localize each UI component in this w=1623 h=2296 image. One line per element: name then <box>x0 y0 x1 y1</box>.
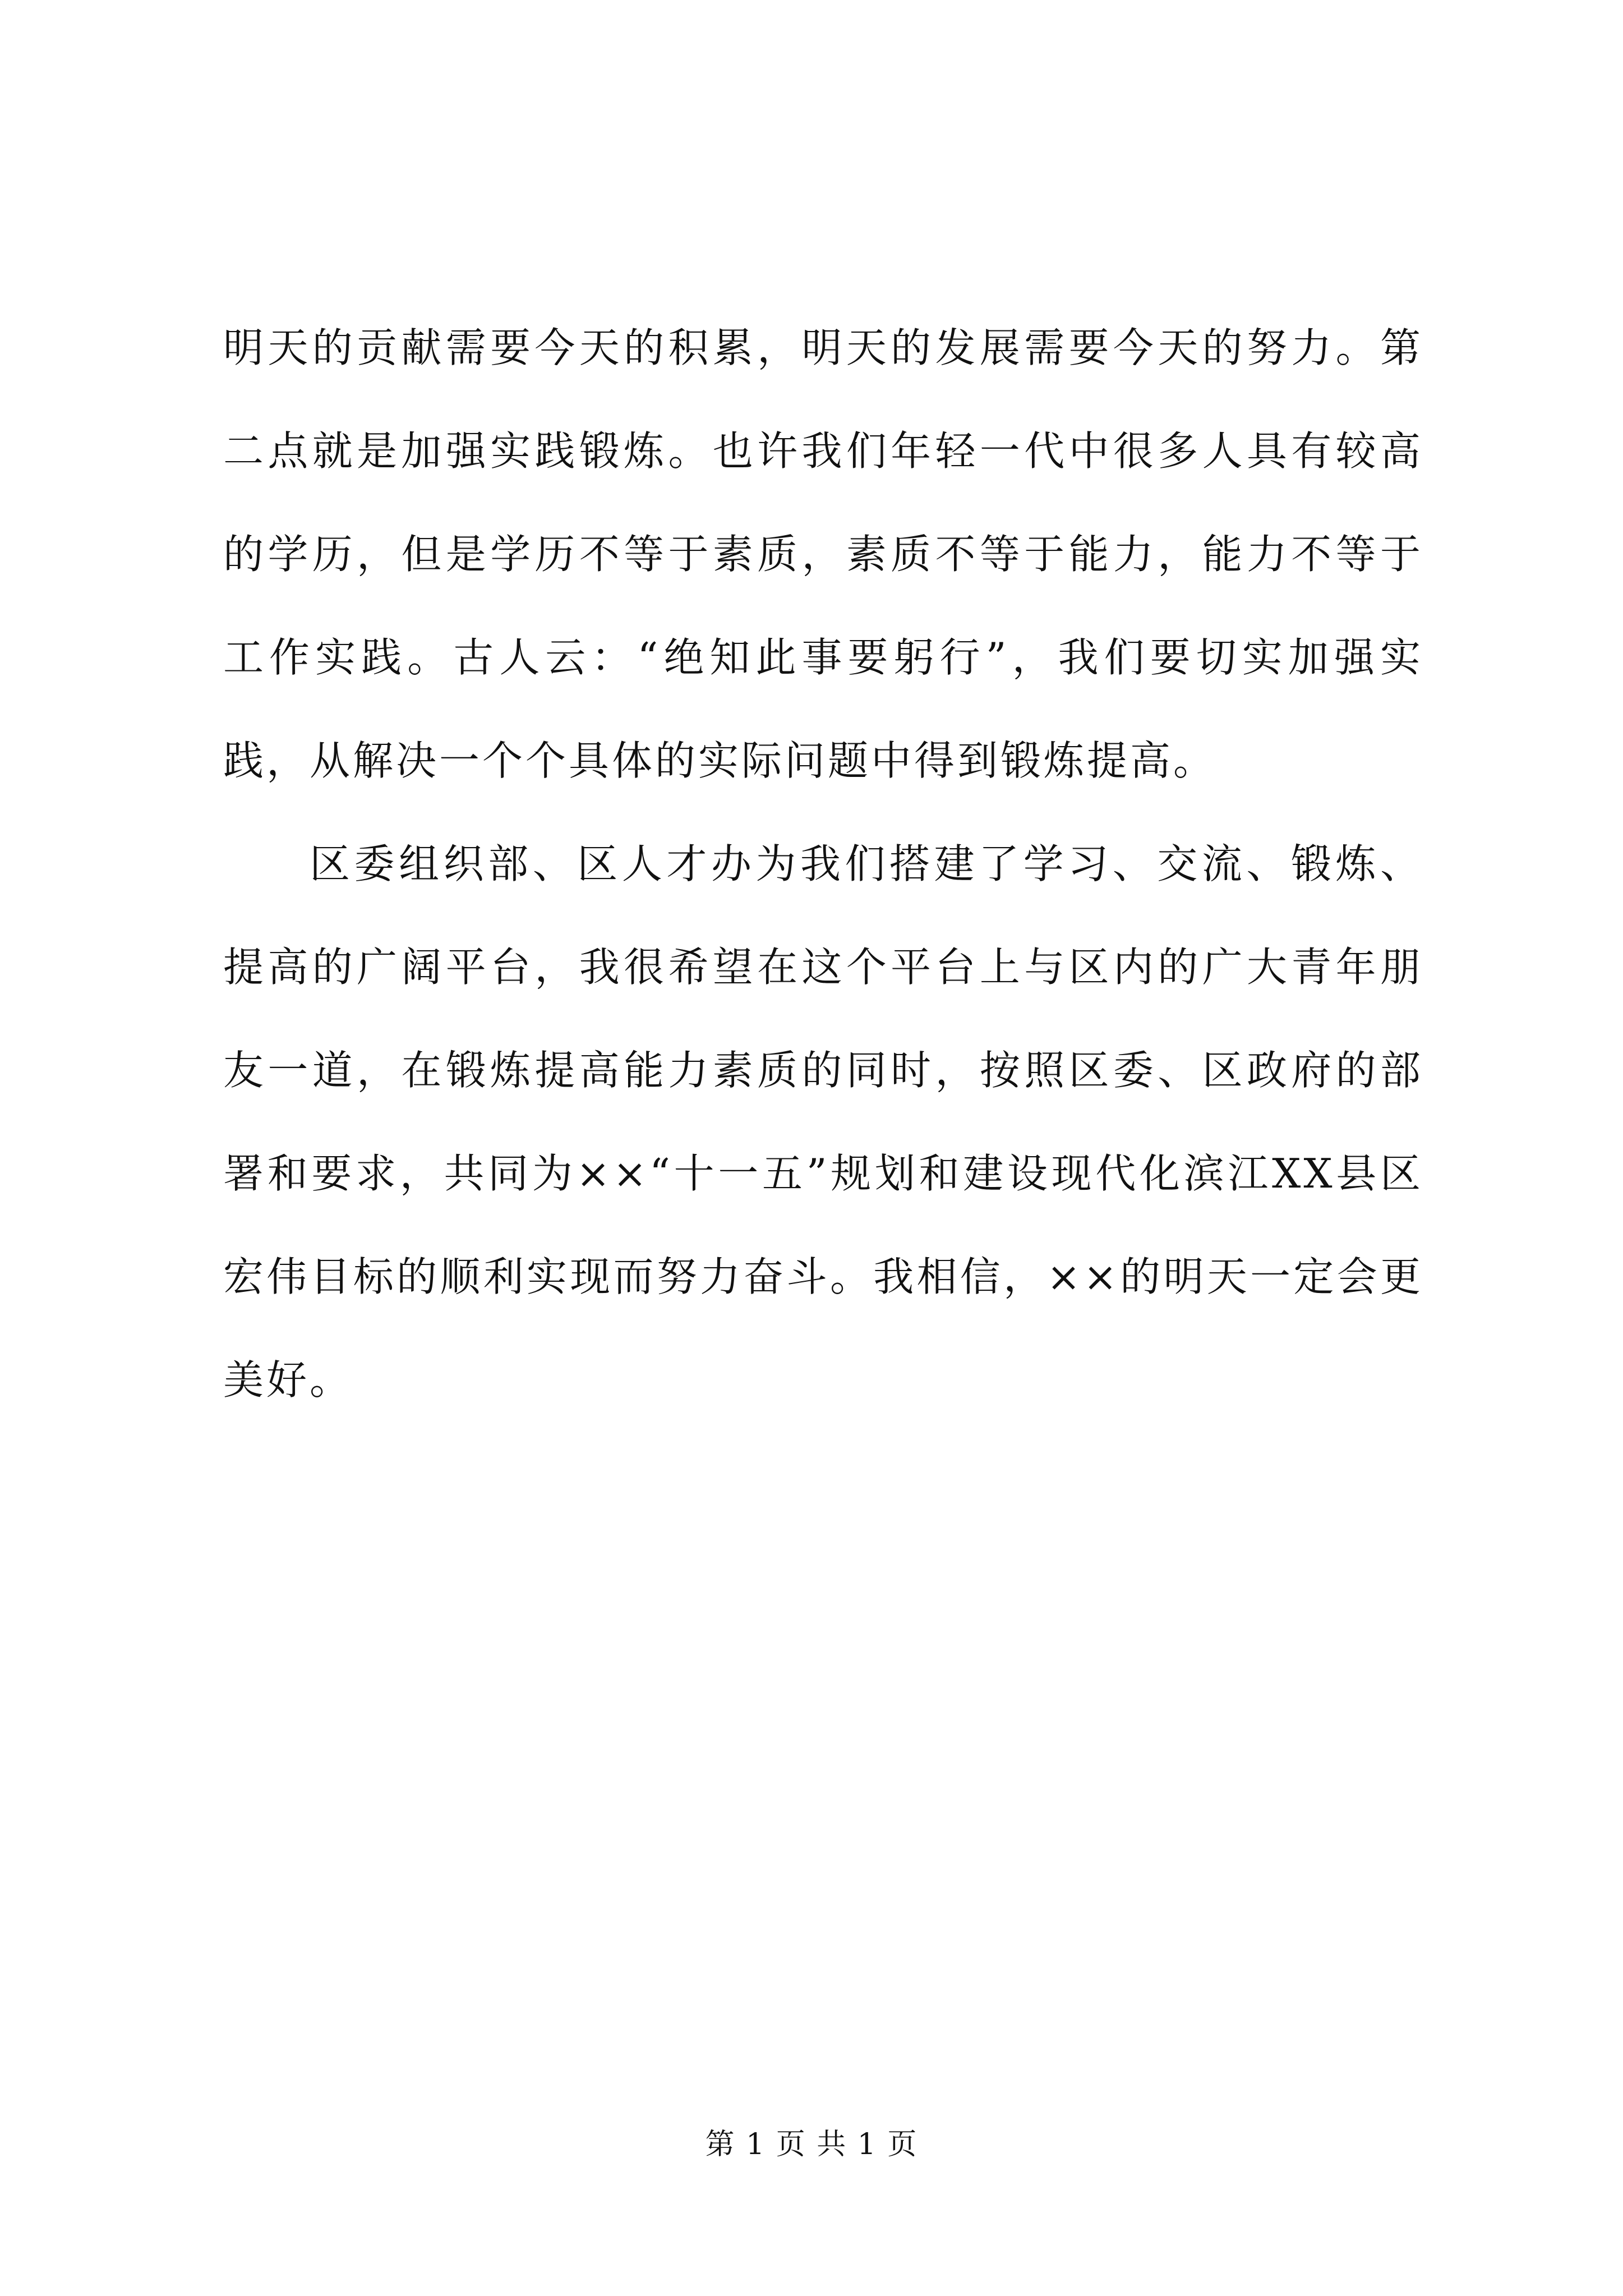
paragraph-1: 明天的贡献需要今天的积累，明天的发展需要今天的努力。第二点就是加强实践锻炼。也许我们年轻一代中很多人具有较高的学历，但是学历不等于素质，素质不等于能力，能力不等于工作实践。古人云：“绝知此事要躬行”，我们要切实加强实践，从解决一个个具体的实际问题中得到锻炼提高。 <box>223 324 1423 784</box>
page-number-footer: 第 1 页 共 1 页 <box>705 2128 918 2161</box>
document-body <box>223 296 1423 1432</box>
paragraph-2: 区委组织部、区人才办为我们搭建了学习、交流、锻炼、提高的广阔平台，我很希望在这个平台上与区内的广大青年朋友一道，在锻炼提高能力素质的同时，按照区委、区政府的部署和要求，共同为××“十一五”规划和建设现代化滨江XX县区宏伟目标的顺利实现而努力奋斗。我相信，××的明天一定会更美好。 <box>223 840 1423 1404</box>
